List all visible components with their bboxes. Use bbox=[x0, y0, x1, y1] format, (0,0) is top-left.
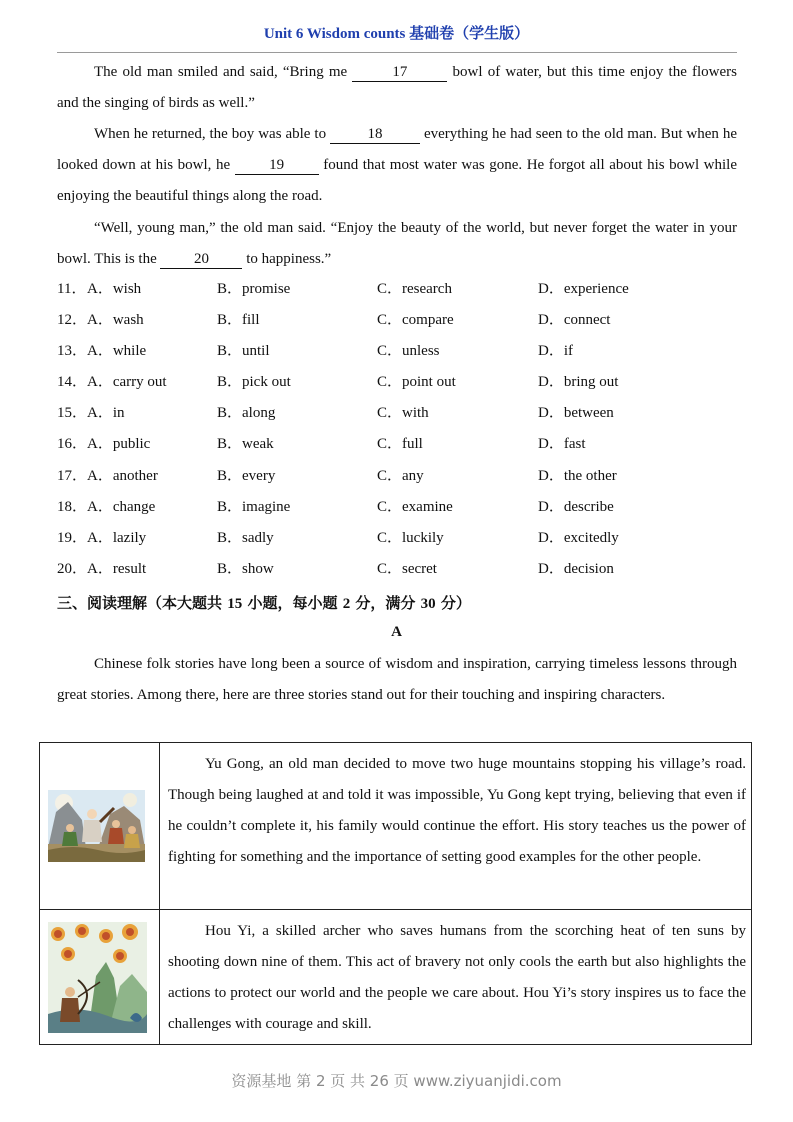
question-row bbox=[57, 489, 747, 520]
question-number: 20． bbox=[57, 560, 88, 577]
p3-text-before: “Well, young man,” the old man said. “Enjoy the beauty of the world, but never forget the water in your bowl. This is the bbox=[57, 220, 737, 267]
option-a: A．wash bbox=[87, 312, 144, 329]
page-header: Unit 6 Wisdom counts 基础卷（学生版） bbox=[263, 26, 530, 42]
story-row-yu-gong bbox=[40, 743, 751, 910]
question-row bbox=[57, 426, 747, 457]
reading-intro: Chinese folk stories have long been a source of wisdom and inspiration, carrying timeless lessons through great stories. Among there, here are three stories stand out for their touching and inspiring characters. bbox=[57, 656, 737, 703]
page-footer: 资源基地 第 2 页 共 26 页 www.ziyuanjidi.com bbox=[231, 1072, 562, 1090]
p2-text-3: found that most water was gone. He forgot all about his bowl while enjoying the beautiful things along the road. bbox=[57, 157, 737, 204]
option-c: C．full bbox=[377, 436, 423, 453]
option-d: D．between bbox=[538, 405, 614, 422]
option-a: A．result bbox=[87, 560, 147, 577]
option-c: C．secret bbox=[377, 560, 437, 577]
section-points-each: 2 bbox=[342, 596, 351, 612]
question-options-list bbox=[57, 271, 747, 582]
section-total-points: 30 bbox=[420, 596, 436, 612]
question-row bbox=[57, 302, 747, 333]
story-table bbox=[39, 742, 752, 1045]
header-divider bbox=[57, 52, 737, 53]
question-row bbox=[57, 364, 747, 395]
option-a: A．public bbox=[87, 436, 151, 453]
question-number: 17． bbox=[57, 467, 88, 484]
section-heading-text: 小题，每小题 bbox=[242, 594, 343, 612]
option-c: C．luckily bbox=[377, 529, 444, 546]
blank-20: 20 bbox=[160, 250, 242, 269]
question-number: 18． bbox=[57, 498, 88, 515]
passage-paragraph-2 bbox=[57, 119, 737, 212]
option-c: C．any bbox=[377, 467, 424, 484]
section-heading bbox=[57, 592, 471, 613]
option-a: A．change bbox=[87, 498, 156, 515]
option-d: D．if bbox=[538, 343, 573, 360]
option-d: D．decision bbox=[538, 560, 614, 577]
passage-paragraph-3 bbox=[57, 213, 737, 275]
option-b: B．pick out bbox=[217, 374, 291, 391]
p3-text-after: to happiness.” bbox=[242, 251, 332, 267]
option-c: C．compare bbox=[377, 312, 454, 329]
option-b: B．every bbox=[217, 467, 276, 484]
option-d: D．bring out bbox=[538, 374, 619, 391]
story-row-hou-yi bbox=[40, 910, 751, 1045]
question-row bbox=[57, 395, 747, 426]
section-question-count: 15 bbox=[227, 596, 243, 612]
option-b: B．until bbox=[217, 343, 270, 360]
option-b: B．promise bbox=[217, 281, 291, 297]
option-d: D．connect bbox=[538, 312, 611, 329]
p1-text-before: The old man smiled and said, “Bring me bbox=[94, 64, 353, 80]
blank-18: 18 bbox=[330, 125, 420, 144]
question-number: 12． bbox=[57, 312, 88, 329]
option-c: C．point out bbox=[377, 374, 456, 391]
question-number: 13． bbox=[57, 343, 88, 360]
passage-paragraph-1 bbox=[57, 57, 737, 119]
hou-yi-illustration bbox=[48, 922, 147, 1033]
reading-label: A bbox=[391, 624, 402, 640]
option-d: D．experience bbox=[538, 281, 629, 297]
option-b: B．fill bbox=[217, 312, 260, 329]
option-c: C．research bbox=[377, 281, 452, 297]
option-d: D．excitedly bbox=[538, 529, 619, 546]
section-heading-text: 三、阅读理解（本大题共 bbox=[57, 594, 228, 612]
option-b: B．show bbox=[217, 560, 274, 577]
p2-text-1: When he returned, the boy was able to bbox=[94, 126, 331, 142]
question-number: 19． bbox=[57, 529, 88, 546]
blank-19: 19 bbox=[235, 156, 319, 175]
p2-text-2: everything he had seen to the old man. But when he looked down at his bowl, he bbox=[57, 126, 738, 173]
option-b: B．sadly bbox=[217, 529, 274, 546]
option-a: A．lazily bbox=[87, 529, 147, 546]
option-a: A．wish bbox=[87, 281, 142, 297]
option-b: B．along bbox=[217, 405, 276, 422]
option-d: D．the other bbox=[538, 467, 617, 484]
option-d: D．describe bbox=[538, 498, 614, 515]
section-heading-text: 分） bbox=[435, 594, 471, 612]
story-text-yu-gong: Yu Gong, an old man decided to move two huge mountains stopping his village’s road. Though being laughed at and told it was impossible, Yu Gong kept trying, believing that even if he couldn’t complete it, his family would continue the effort. His story teaches us the power of fighting for something and the importance of setting good examples for the other people. bbox=[168, 756, 746, 865]
yu-gong-illustration bbox=[48, 790, 145, 862]
option-b: B．weak bbox=[217, 436, 274, 453]
option-a: A．carry out bbox=[87, 374, 167, 391]
image-cell bbox=[40, 910, 160, 1045]
question-row bbox=[57, 520, 747, 551]
option-c: C．examine bbox=[377, 498, 453, 515]
blank-17: 17 bbox=[352, 63, 447, 82]
option-d: D．fast bbox=[538, 436, 586, 453]
story-text-hou-yi: Hou Yi, a skilled archer who saves humans from the scorching heat of ten suns by shooting down nine of them. This act of bravery not only cools the earth but also highlights the actions to protect our world and the people we care about. Hou Yi’s story inspires us to face the challenges with courage and skill. bbox=[168, 923, 746, 1032]
option-b: B．imagine bbox=[217, 498, 291, 515]
question-row bbox=[57, 551, 747, 582]
p1-text-after: bowl of water, but this time enjoy the flowers and the singing of birds as well.” bbox=[57, 64, 738, 111]
option-a: A．while bbox=[87, 343, 147, 360]
image-cell bbox=[40, 743, 160, 909]
section-heading-text: 分，满分 bbox=[350, 594, 421, 612]
option-c: C．with bbox=[377, 405, 429, 422]
option-a: A．in bbox=[87, 405, 125, 422]
question-row bbox=[57, 333, 747, 364]
question-number: 14． bbox=[57, 374, 88, 391]
question-number: 16． bbox=[57, 436, 88, 453]
question-number: 15． bbox=[57, 405, 88, 422]
option-c: C．unless bbox=[377, 343, 440, 360]
question-row bbox=[57, 271, 747, 302]
question-row bbox=[57, 458, 747, 489]
option-a: A．another bbox=[87, 467, 158, 484]
question-number: 11． bbox=[57, 281, 87, 297]
